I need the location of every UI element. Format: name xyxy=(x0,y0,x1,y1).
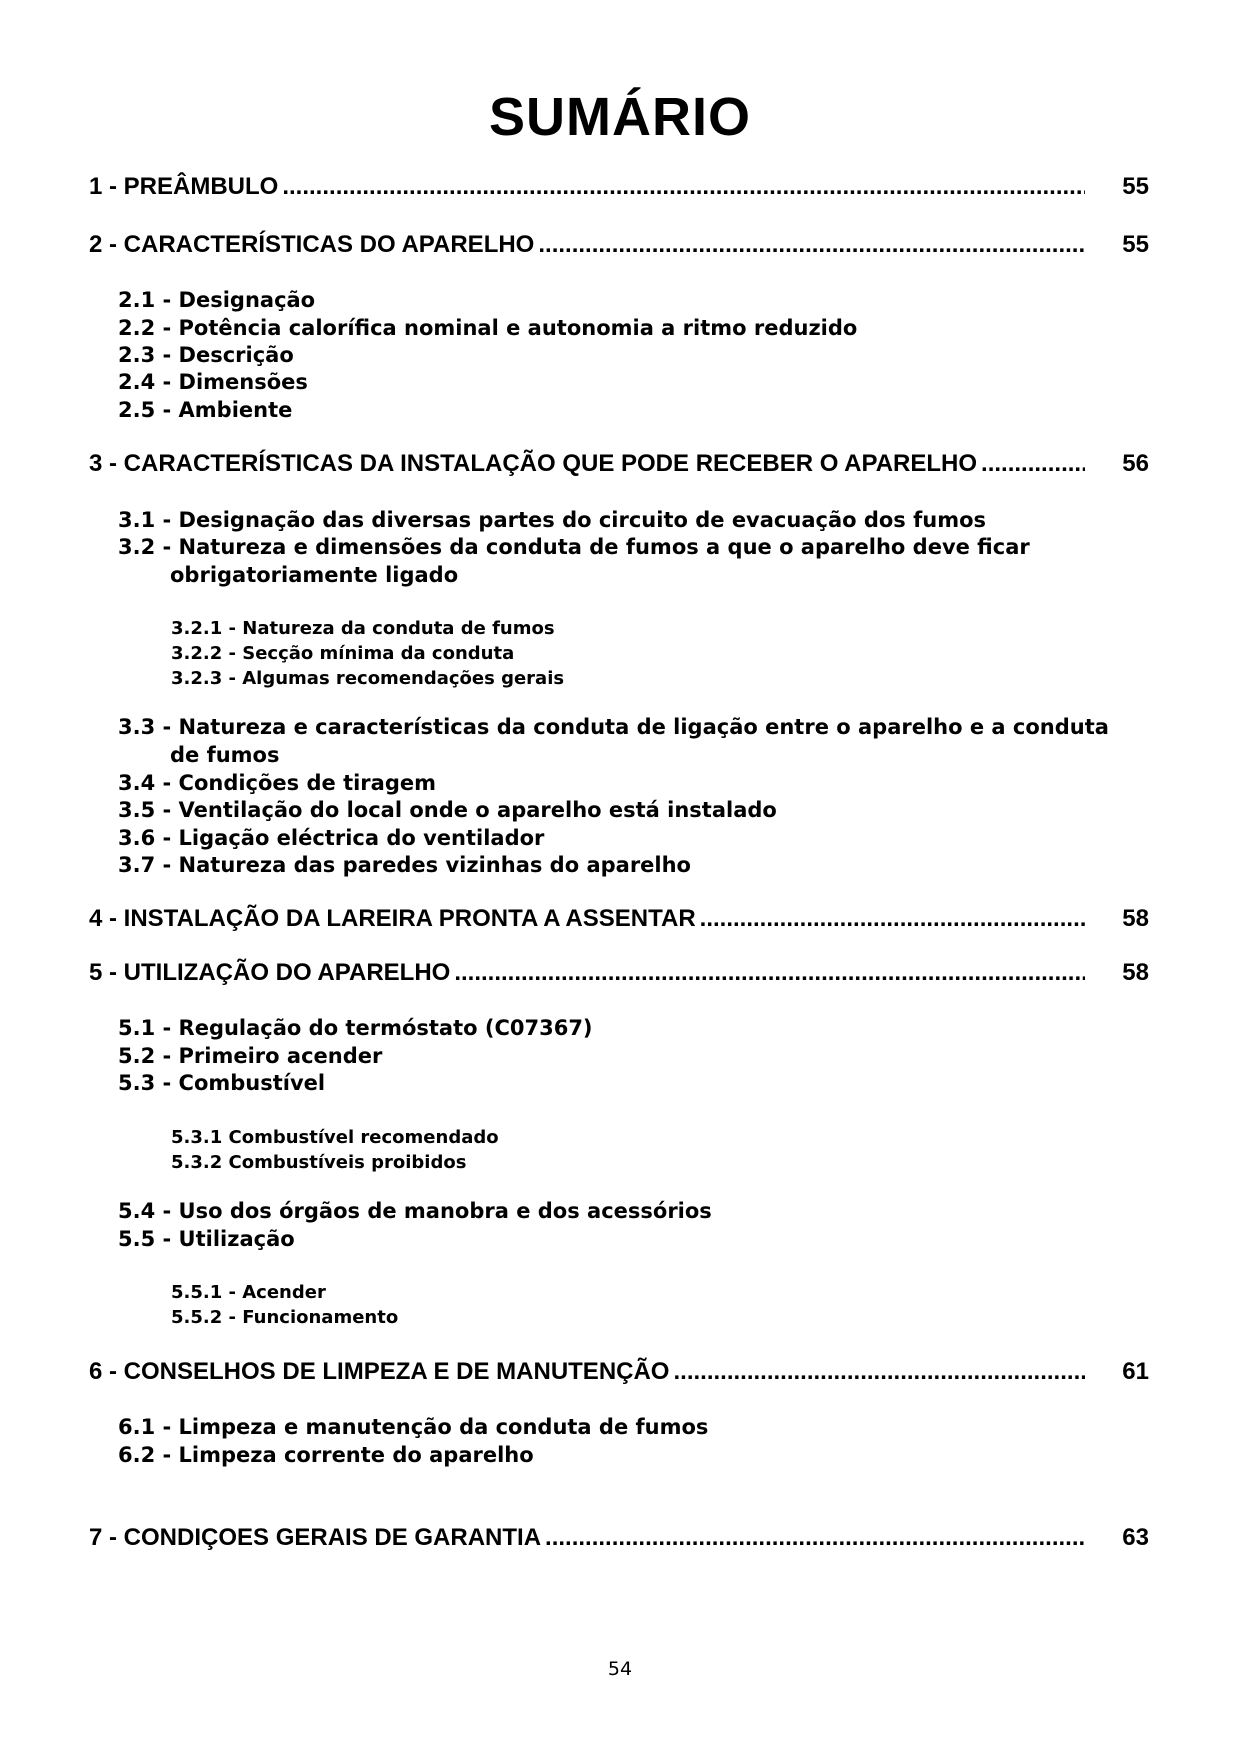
dot-leader xyxy=(282,173,1085,201)
dot-leader xyxy=(454,959,1085,987)
toc-sub-3-7[interactable]: 3.7 - Natureza das paredes vizinhas do aparelho xyxy=(118,853,691,877)
toc-sub-2-3[interactable]: 2.3 - Descrição xyxy=(118,343,294,367)
toc-sub-2-4[interactable]: 2.4 - Dimensões xyxy=(118,370,308,394)
toc-entry-page: 56 xyxy=(1122,450,1149,477)
toc-sub-3-3[interactable]: 3.3 - Natureza e características da conduta de ligação entre o aparelho e a conduta xyxy=(118,715,1109,739)
toc-sub-5-2[interactable]: 5.2 - Primeiro acender xyxy=(118,1044,383,1068)
toc-entry-label: 3 - CARACTERÍSTICAS DA INSTALAÇÃO QUE PODE RECEBER O APARELHO xyxy=(89,450,978,477)
toc-sub-3-4[interactable]: 3.4 - Condições de tiragem xyxy=(118,771,436,795)
page-title: SUMÁRIO xyxy=(489,87,751,147)
page-number: 54 xyxy=(607,1658,633,1680)
toc-entry-7[interactable] xyxy=(89,1524,1149,1558)
toc-entry-page: 58 xyxy=(1122,905,1149,932)
toc-sub-3-2-3[interactable]: 3.2.3 - Algumas recomendações gerais xyxy=(171,668,565,689)
toc-sub-6-2[interactable]: 6.2 - Limpeza corrente do aparelho xyxy=(118,1443,534,1467)
toc-sub-5-1[interactable]: 5.1 - Regulação do termóstato (C07367) xyxy=(118,1016,593,1040)
toc-sub-3-2-1[interactable]: 3.2.1 - Natureza da conduta de fumos xyxy=(171,618,555,639)
toc-entry-5[interactable] xyxy=(89,959,1149,993)
toc-entry-label: 7 - CONDIÇOES GERAIS DE GARANTIA xyxy=(89,1524,542,1551)
dot-leader xyxy=(673,1358,1085,1386)
toc-sub-3-3-cont[interactable]: de fumos xyxy=(170,743,280,767)
dot-leader xyxy=(700,905,1085,933)
toc-entry-label: 2 - CARACTERÍSTICAS DO APARELHO xyxy=(89,231,535,258)
toc-sub-3-2-2[interactable]: 3.2.2 - Secção mínima da conduta xyxy=(171,643,515,664)
toc-entry-page: 61 xyxy=(1122,1358,1149,1385)
toc-sub-6-1[interactable]: 6.1 - Limpeza e manutenção da conduta de fumos xyxy=(118,1415,709,1439)
toc-sub-2-2[interactable]: 2.2 - Potência calorífica nominal e autonomia a ritmo reduzido xyxy=(118,316,858,340)
toc-entry-page: 55 xyxy=(1122,173,1149,200)
toc-sub-3-2-cont[interactable]: obrigatoriamente ligado xyxy=(170,563,459,587)
toc-entry-1[interactable] xyxy=(89,173,1149,207)
toc-entry-3[interactable] xyxy=(89,450,1149,484)
toc-sub-5-5[interactable]: 5.5 - Utilização xyxy=(118,1227,295,1251)
toc-entry-page: 58 xyxy=(1122,959,1149,986)
toc-sub-2-1[interactable]: 2.1 - Designação xyxy=(118,288,316,312)
toc-entry-label: 4 - INSTALAÇÃO DA LAREIRA PRONTA A ASSENTAR xyxy=(89,905,696,932)
toc-entry-2[interactable] xyxy=(89,231,1149,265)
toc-sub-5-3-2[interactable]: 5.3.2 Combustíveis proibidos xyxy=(171,1152,467,1173)
toc-entry-6[interactable] xyxy=(89,1358,1149,1392)
toc-sub-3-6[interactable]: 3.6 - Ligação eléctrica do ventilador xyxy=(118,826,545,850)
toc-sub-5-5-1[interactable]: 5.5.1 - Acender xyxy=(171,1282,326,1303)
toc-entry-label: 6 - CONSELHOS DE LIMPEZA E DE MANUTENÇÃO xyxy=(89,1358,670,1385)
dot-leader xyxy=(538,231,1085,259)
toc-sub-5-5-2[interactable]: 5.5.2 - Funcionamento xyxy=(171,1307,399,1328)
toc-entry-4[interactable] xyxy=(89,905,1149,939)
toc-sub-5-3-1[interactable]: 5.3.1 Combustível recomendado xyxy=(171,1127,499,1148)
toc-entry-page: 63 xyxy=(1122,1524,1149,1551)
toc-sub-2-5[interactable]: 2.5 - Ambiente xyxy=(118,398,293,422)
toc-sub-5-4[interactable]: 5.4 - Uso dos órgãos de manobra e dos acessórios xyxy=(118,1199,712,1223)
toc-entry-label: 5 - UTILIZAÇÃO DO APARELHO xyxy=(89,959,451,986)
toc-sub-3-5[interactable]: 3.5 - Ventilação do local onde o aparelho está instalado xyxy=(118,798,777,822)
toc-entry-page: 55 xyxy=(1122,231,1149,258)
toc-sub-3-2[interactable]: 3.2 - Natureza e dimensões da conduta de fumos a que o aparelho deve ficar xyxy=(118,535,1030,559)
toc-sub-5-3[interactable]: 5.3 - Combustível xyxy=(118,1071,326,1095)
dot-leader xyxy=(981,450,1085,478)
dot-leader xyxy=(545,1524,1085,1552)
toc-sub-3-1[interactable]: 3.1 - Designação das diversas partes do circuito de evacuação dos fumos xyxy=(118,508,987,532)
toc-entry-label: 1 - PREÂMBULO xyxy=(89,173,279,200)
